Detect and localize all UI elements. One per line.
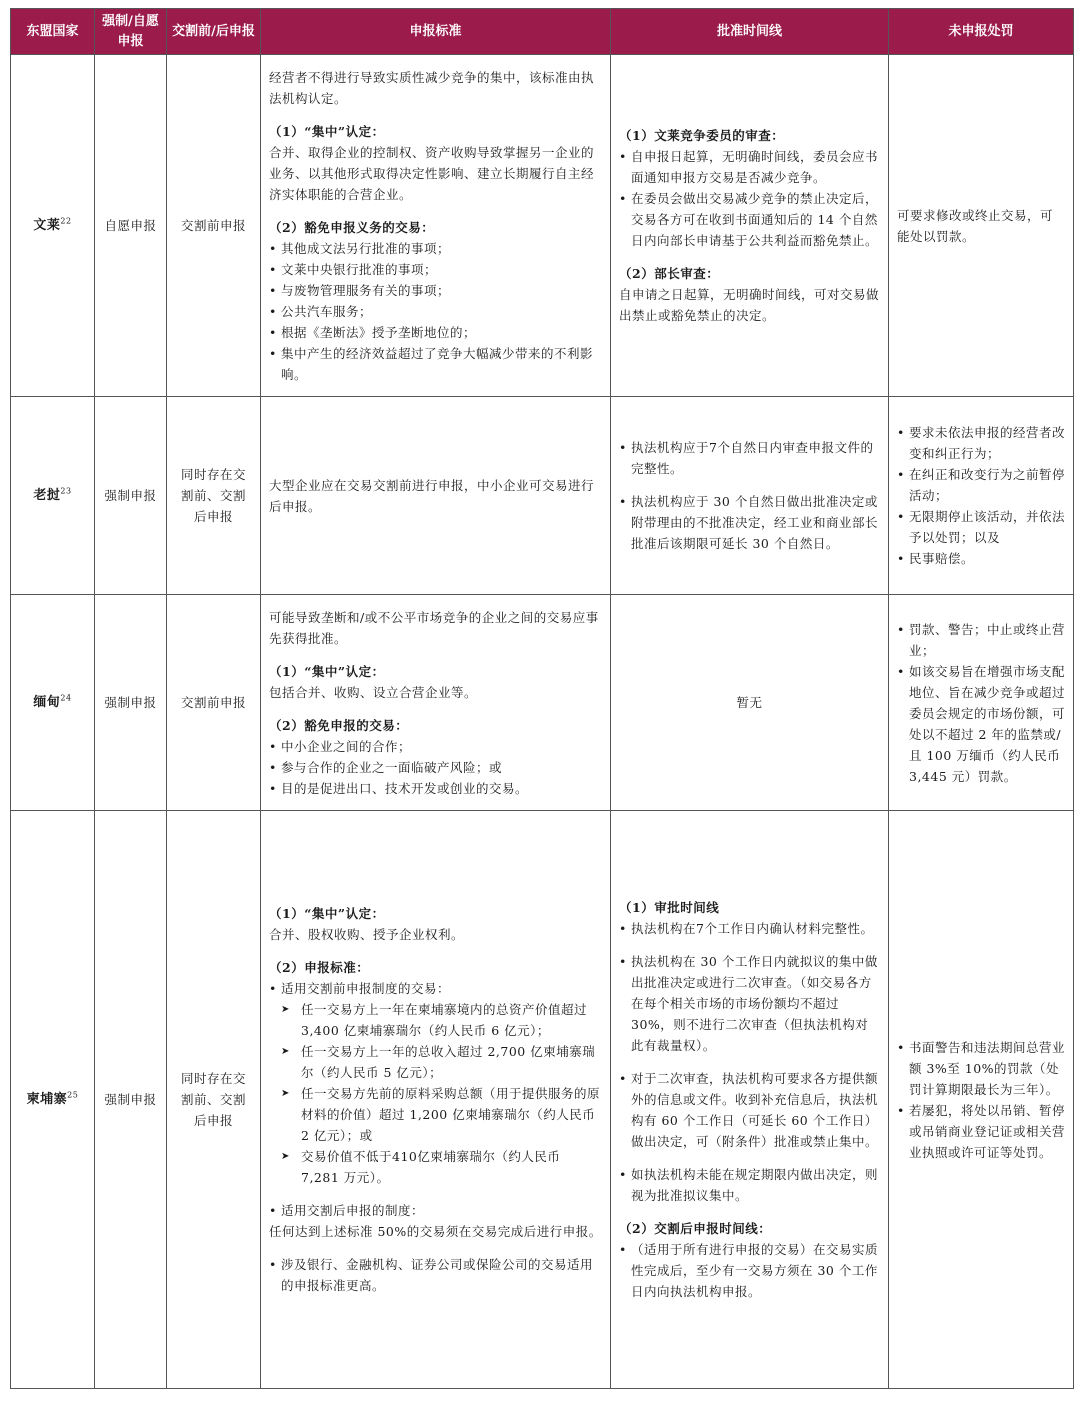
standard-intro: 可能导致垄断和/或不公平市场竞争的企业之间的交易应事先获得批准。 — [269, 609, 599, 646]
penalty-cell: 可要求修改或终止交易，可能处以罚款。 — [889, 55, 1074, 397]
approval-cell — [611, 55, 889, 397]
approval-list — [619, 437, 880, 554]
table-row — [11, 397, 1074, 595]
approval-list — [619, 146, 880, 251]
arrow-item: ➤ 任一交易方上一年在柬埔寨境内的总资产价值超过 3,400 亿柬埔寨瑞尔（约人民币 6 亿元）； — [269, 999, 602, 1041]
list-item: • 罚款、警告；中止或终止营业； — [897, 619, 1065, 661]
standard-heading: （2）豁免申报义务的交易： — [269, 219, 435, 235]
standard-text: 包括合并、收购、设立合营企业等。 — [269, 684, 478, 700]
standard-heading: （2）豁免申报的交易： — [269, 717, 409, 733]
list-item: • 对于二次审查，执法机构可要求各方提供额外的信息或文件。收到补充信息后，执法机构有 60 个工作日（可延长 60 个工作日）做出决定，可（附条件）批准或禁止集中。 — [619, 1068, 880, 1152]
standard-heading: （2）申报标准： — [269, 960, 370, 975]
exemption-list — [269, 238, 602, 385]
penalty-cell — [889, 595, 1074, 811]
header-mandatory: 强制/自愿申报 — [95, 9, 167, 55]
approval-text: 自申请之日起算，无明确时间线，可对交易做出禁止或豁免禁止的决定。 — [619, 287, 880, 323]
list-item: • 如该交易旨在增强市场支配地位、旨在减少竞争或超过委员会规定的市场份额，可处以不超过 2 年的监禁或/且 100 万缅币（约人民币 3,445 元）罚款。 — [897, 661, 1065, 787]
header-penalty: 未申报处罚 — [889, 9, 1074, 55]
list-item: • 执法机构应于7个自然日内审查申报文件的完整性。 — [619, 437, 880, 479]
list-item: • 执法机构在7个工作日内确认材料完整性。 — [619, 918, 880, 939]
list-item: • 其他成文法另行批准的事项； — [269, 238, 602, 259]
regulation-table-container — [10, 8, 1073, 1389]
list-item: • 如执法机构未能在规定期限内做出决定，则视为批准拟议集中。 — [619, 1164, 880, 1206]
footnote-ref: 22 — [60, 216, 72, 226]
list-item: • 适用交割后申报的制度： — [269, 1200, 602, 1221]
standard-heading: （1）“集中”认定： — [269, 906, 385, 921]
penalty-list — [897, 422, 1065, 569]
list-item: • 书面警告和违法期间总营业额 3%至 10%的罚款（处罚计算期限最长为三年）。 — [897, 1037, 1065, 1100]
list-item: • 公共汽车服务； — [269, 301, 602, 322]
table-row — [11, 595, 1074, 811]
country-cell — [11, 595, 95, 811]
list-item: • 与废物管理服务有关的事项； — [269, 280, 602, 301]
country-name: 文莱 — [33, 218, 61, 233]
standard-cell — [261, 595, 611, 811]
list-item: • 目的是促进出口、技术开发或创业的交易。 — [269, 778, 602, 799]
list-item: • 执法机构在 30 个工作日内就拟议的集中做出批准决定或进行二次审查。（如交易各方在每个相关市场的市场份额均不超过 30%，则不进行二次审查（但执法机构对此有裁量权）。 — [619, 951, 880, 1056]
approval-heading: （2）部长审查： — [619, 266, 720, 281]
timing-cell: 同时存在交割前、交割后申报 — [167, 397, 261, 595]
timing-cell: 同时存在交割前、交割后申报 — [167, 811, 261, 1389]
list-item: • 在委员会做出交易减少竞争的禁止决定后，交易各方可在收到书面通知后的 14 个自然日内向部长申请基于公共利益而豁免禁止。 — [619, 188, 880, 251]
list-item: • 文莱中央银行批准的事项； — [269, 259, 602, 280]
list-item: • （适用于所有进行申报的交易）在交易实质性完成后，至少有一交易方须在 30 个工作日内向执法机构申报。 — [619, 1239, 880, 1302]
mandatory-cell: 强制申报 — [95, 595, 167, 811]
penalty-cell — [889, 811, 1074, 1389]
standard-cell — [261, 811, 611, 1389]
merger-filing-table — [10, 8, 1074, 1389]
approval-list — [619, 1239, 880, 1302]
timing-cell: 交割前申报 — [167, 595, 261, 811]
mandatory-cell: 自愿申报 — [95, 55, 167, 397]
timing-cell: 交割前申报 — [167, 55, 261, 397]
penalty-cell — [889, 397, 1074, 595]
header-country: 东盟国家 — [11, 9, 95, 55]
approval-heading: （1）审批时间线 — [619, 900, 720, 915]
list-item: • 无限期停止该活动，并依法予以处罚；以及 — [897, 506, 1065, 548]
standard-heading: （1）“集中”认定： — [269, 663, 385, 679]
list-item: • 要求未依法申报的经营者改变和纠正行为； — [897, 422, 1065, 464]
standard-cell — [261, 55, 611, 397]
country-cell — [11, 55, 95, 397]
mandatory-cell: 强制申报 — [95, 397, 167, 595]
list-item: • 若屡犯，将处以吊销、暂停或吊销商业登记证或相关营业执照或许可证等处罚。 — [897, 1100, 1065, 1163]
standard-heading: （1）“集中”认定： — [269, 123, 385, 139]
country-name: 柬埔寨 — [26, 1092, 68, 1107]
table-row — [11, 811, 1074, 1389]
threshold-list — [269, 978, 602, 1221]
standard-text: 合并、股权收购、授予企业权利。 — [269, 927, 465, 942]
approval-cell: 暂无 — [611, 595, 889, 811]
list-item: • 参与合作的企业之一面临破产风险；或 — [269, 757, 602, 778]
header-timing: 交割前/后申报 — [167, 9, 261, 55]
footnote-ref: 23 — [60, 486, 72, 496]
list-item: • 自申报日起算，无明确时间线，委员会应书面通知申报方交易是否减少竞争。 — [619, 146, 880, 188]
list-item: • 中小企业之间的合作； — [269, 736, 602, 757]
approval-list — [619, 918, 880, 1206]
arrow-item: ➤ 交易价值不低于410亿柬埔寨瑞尔（约人民币 7,281 万元）。 — [269, 1146, 602, 1188]
header-approval: 批准时间线 — [611, 9, 889, 55]
approval-cell — [611, 397, 889, 595]
list-item: • 根据《垄断法》授予垄断地位的； — [269, 322, 602, 343]
country-cell — [11, 397, 95, 595]
country-name: 老挝 — [33, 488, 61, 503]
mandatory-cell: 强制申报 — [95, 811, 167, 1389]
footnote-ref: 25 — [67, 1090, 79, 1100]
list-item: • 集中产生的经济效益超过了竞争大幅减少带来的不利影响。 — [269, 343, 602, 385]
arrow-item: ➤ 任一交易方上一年的总收入超过 2,700 亿柬埔寨瑞尔（约人民币 5 亿元）； — [269, 1041, 602, 1083]
list-item: • 在纠正和改变行为之前暂停活动； — [897, 464, 1065, 506]
country-name: 缅甸 — [33, 695, 61, 710]
standard-intro: 经营者不得进行导致实质性减少竞争的集中，该标准由执法机构认定。 — [269, 69, 595, 106]
list-item: • 执法机构应于 30 个自然日做出批准决定或附带理由的不批准决定，经工业和商业部长批准后该期限可延长 30 个自然日。 — [619, 491, 880, 554]
standard-cell: 大型企业应在交易交割前进行申报，中小企业可交易进行后申报。 — [261, 397, 611, 595]
standard-text: 任何达到上述标准 50%的交易须在交易完成后进行申报。 — [269, 1224, 602, 1239]
list-item: • 适用交割前申报制度的交易： — [269, 978, 602, 999]
list-item: • 民事赔偿。 — [897, 548, 1065, 569]
header-standard: 申报标准 — [261, 9, 611, 55]
approval-heading: （2）交割后申报时间线： — [619, 1221, 772, 1236]
penalty-list — [897, 1037, 1065, 1163]
bank-list — [269, 1254, 602, 1296]
list-item: • 涉及银行、金融机构、证券公司或保险公司的交易适用的申报标准更高。 — [269, 1254, 602, 1296]
exemption-list — [269, 736, 602, 799]
arrow-item: ➤ 任一交易方先前的原料采购总额（用于提供服务的原材料的价值）超过 1,200 亿柬埔寨瑞尔（约人民币 2 亿元）；或 — [269, 1083, 602, 1146]
penalty-list — [897, 619, 1065, 787]
standard-text: 合并、取得企业的控制权、资产收购导致掌握另一企业的业务、以其他形式取得决定性影响、建立长期履行自主经济实体职能的合营企业。 — [269, 144, 595, 202]
table-row — [11, 55, 1074, 397]
approval-heading: （1）文莱竞争委员的审查： — [619, 128, 785, 143]
footnote-ref: 24 — [60, 693, 72, 703]
table-header-row — [11, 9, 1074, 55]
country-cell — [11, 811, 95, 1389]
approval-cell — [611, 811, 889, 1389]
